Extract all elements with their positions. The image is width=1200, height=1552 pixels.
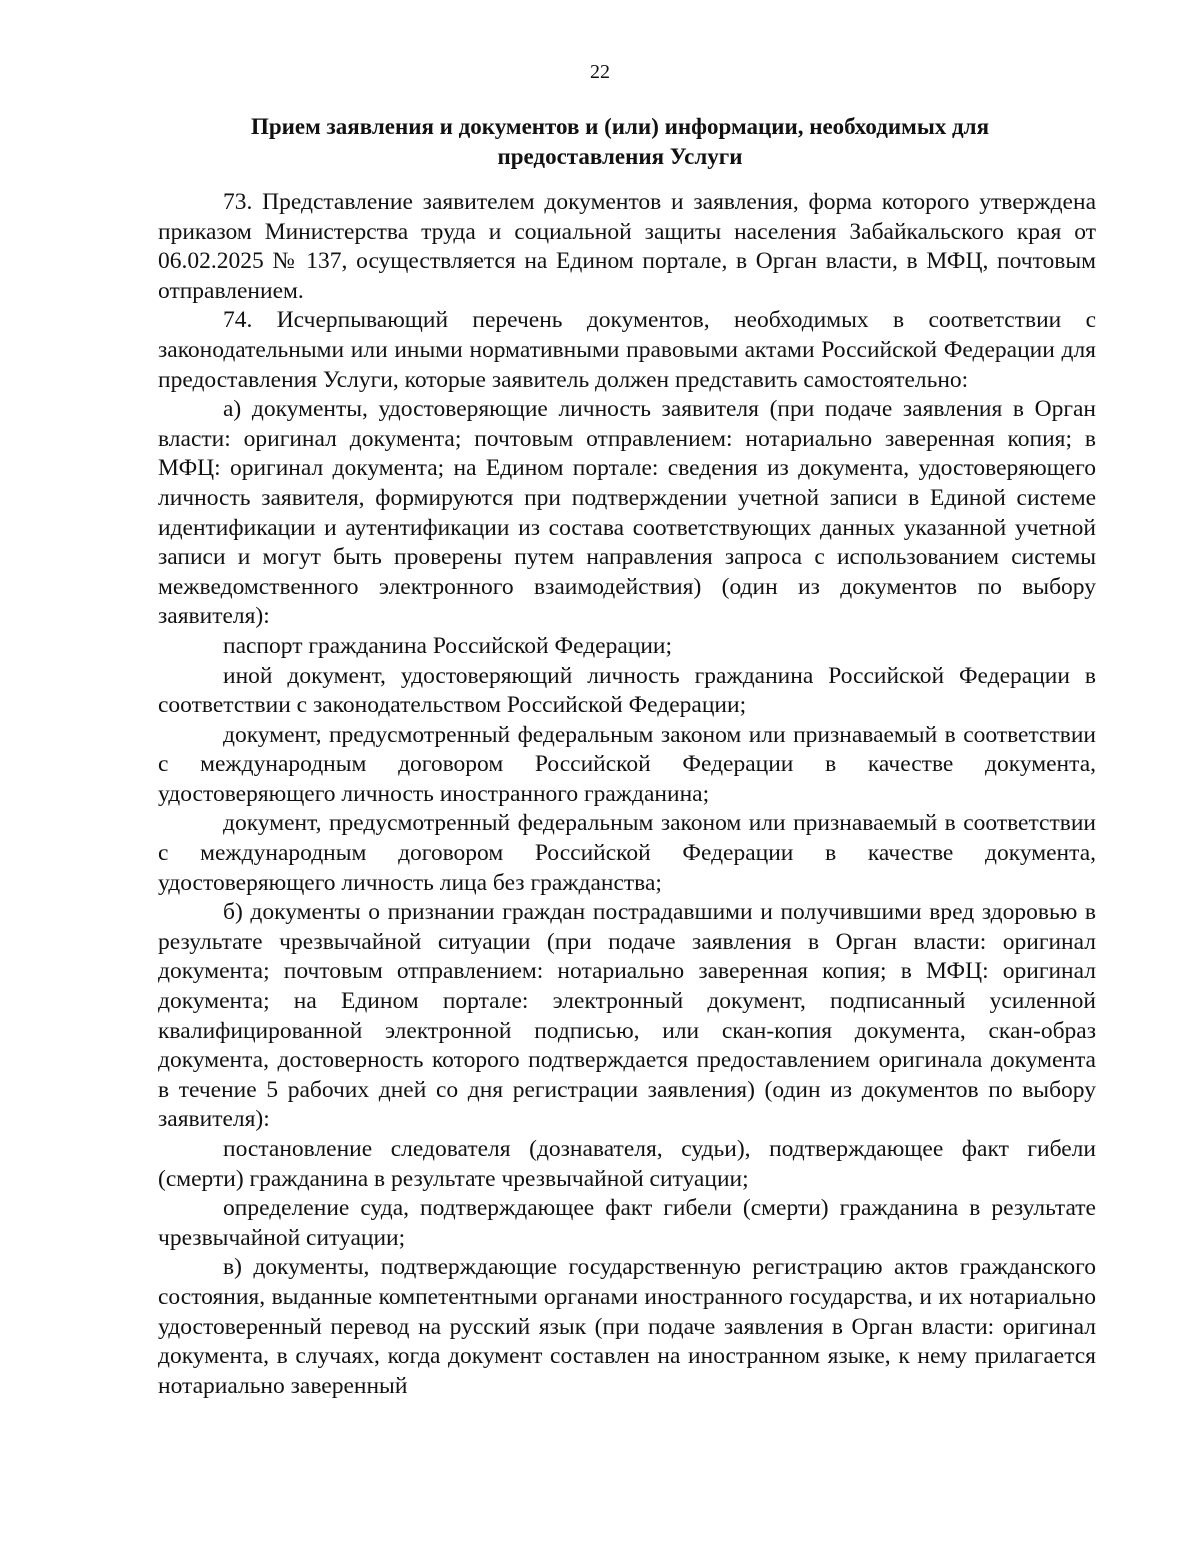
- section-heading-line-2: предоставления Услуги: [497, 144, 743, 169]
- list-item-foreign-citizen-id: документ, предусмотренный федеральным законом или признаваемый в соответствии с международным договором Российской Федерации в качестве документа, удостоверяющего личность иностранного гражданина;: [158, 721, 1096, 807]
- list-item-b: б) документы о признании граждан пострадавшими и получившими вред здоровью в результате чрезвычайной ситуации (при подаче заявления в Орган власти: оригинал документа; почтовым отправлением: нотариально заверенная копия; в МФЦ: оригинал документа; на Едином портале: электронный документ, подписанный усиленной квалифицированной электронной подписью, или скан-копия документа, скан-образ документа, достоверность которого подтверждается предоставлением оригинала документа в течение 5 рабочих дней со дня регистрации заявления) (один из документов по выбору заявителя):: [158, 899, 1096, 1133]
- body-text: [158, 188, 1096, 1401]
- list-item-passport: паспорт гражданина Российской Федерации;: [223, 632, 673, 659]
- section-heading: [150, 112, 1090, 172]
- paragraph-74: 74. Исчерпывающий перечень документов, необходимых в соответствии с законодательными или иными нормативными правовыми актами Российской Федерации для предоставления Услуги, которые заявитель должен представить самостоятельно:: [158, 307, 1096, 393]
- paragraph-73: 73. Представление заявителем документов и заявления, форма которого утверждена приказом Министерства труда и социальной защиты населения Забайкальского края от 06.02.2025 № 137, осуществляется на Едином портале, в Орган власти, в МФЦ, почтовым отправлением.: [158, 189, 1096, 304]
- page-number: 22: [590, 61, 610, 83]
- list-item-v: в) документы, подтверждающие государственную регистрацию актов гражданского состояния, выданные компетентными органами иностранного государства, и их нотариально удостоверенный перевод на русский язык (при подаче заявления в Орган власти: оригинал документа, в случаях, когда документ составлен на иностранном языке, к нему прилагается нотариально заверенный: [158, 1254, 1096, 1399]
- list-item-a: а) документы, удостоверяющие личность заявителя (при подаче заявления в Орган власти: оригинал документа; почтовым отправлением: нотариально заверенная копия; в МФЦ: оригинал документа; на Едином портале: сведения из документа, удостоверяющего личность заявителя, формируются при подтверждении учетной записи в Единой системе идентификации и аутентификации из состава соответствующих данных указанной учетной записи и могут быть проверены путем направления запроса с использованием системы межведомственного электронного взаимодействия) (один из документов по выбору заявителя):: [158, 396, 1096, 630]
- section-heading-line-1: Прием заявления и документов и (или) информации, необходимых для: [250, 114, 990, 139]
- list-item-stateless-id: документ, предусмотренный федеральным законом или признаваемый в соответствии с международным договором Российской Федерации в качестве документа, удостоверяющего личность лица без гражданства;: [158, 810, 1096, 896]
- list-item-other-id: иной документ, удостоверяющий личность гражданина Российской Федерации в соответствии с законодательством Российской Федерации;: [158, 662, 1096, 719]
- list-item-court-ruling: определение суда, подтверждающее факт гибели (смерти) гражданина в результате чрезвычайной ситуации;: [158, 1195, 1096, 1251]
- list-item-investigator-resolution: постановление следователя (дознавателя, судьи), подтверждающее факт гибели (смерти) гражданина в результате чрезвычайной ситуации;: [158, 1136, 1096, 1192]
